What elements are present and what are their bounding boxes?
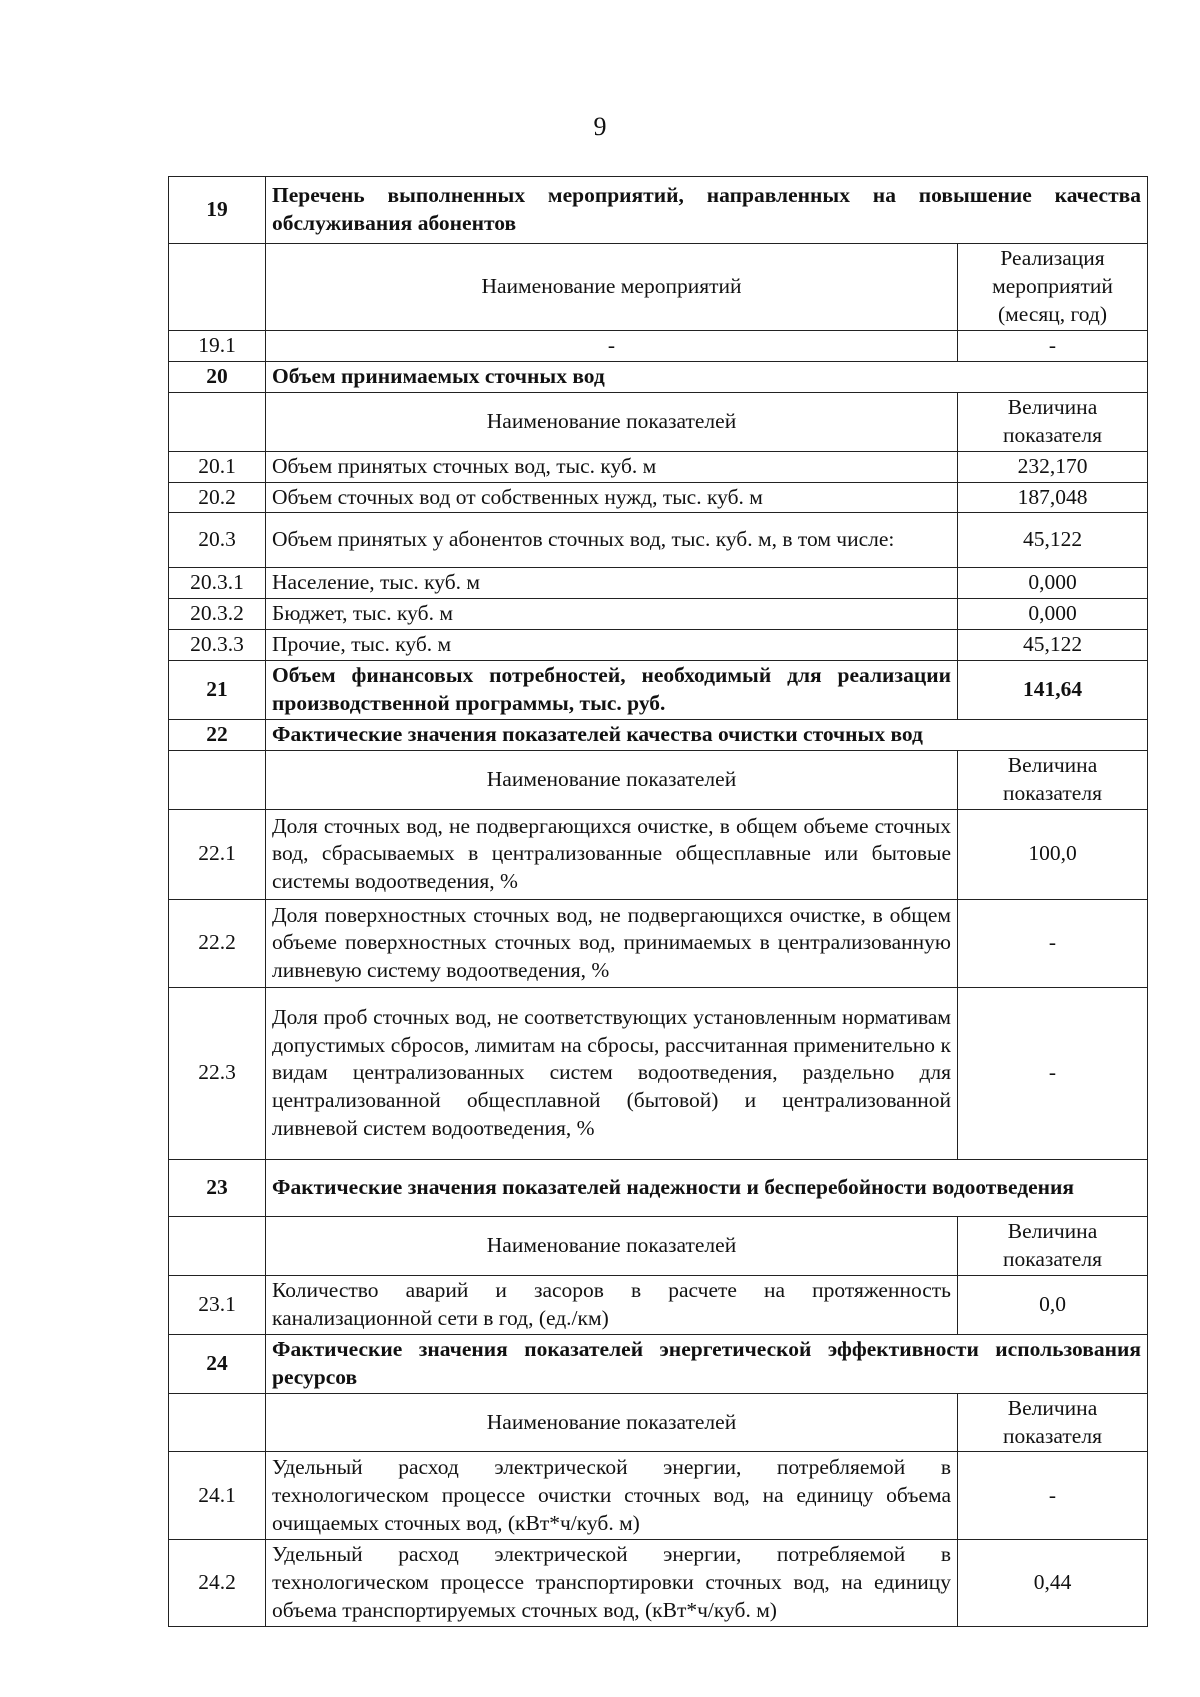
section-title: Фактические значения показателей качества очистки сточных вод: [266, 720, 1148, 751]
table-row: [169, 987, 1148, 1159]
row-number: [169, 1393, 266, 1452]
row-label: Удельный расход электрической энергии, потребляемой в технологическом процессе очистки сточных вод, на единицу объема очищаемых сточных вод, (кВт*ч/куб. м): [266, 1452, 958, 1540]
row-value: 141,64: [958, 661, 1148, 720]
table-row: [169, 330, 1148, 361]
row-value: 0,44: [958, 1540, 1148, 1627]
row-label: Объем принятых у абонентов сточных вод, тыс. куб. м, в том числе:: [266, 513, 958, 568]
row-value: 0,000: [958, 568, 1148, 599]
table-row: [169, 661, 1148, 720]
table-row: [169, 451, 1148, 482]
table-row: [169, 1452, 1148, 1540]
section-title: Перечень выполненных мероприятий, направленных на повышение качества обслуживания абонентов: [266, 177, 1148, 244]
row-number: 20.1: [169, 451, 266, 482]
row-value: 0,000: [958, 599, 1148, 630]
row-label: -: [266, 330, 958, 361]
row-label: Объем принятых сточных вод, тыс. куб. м: [266, 451, 958, 482]
column-header-row: [169, 1216, 1148, 1275]
row-label: Доля поверхностных сточных вод, не подвергающихся очистке, в общем объеме поверхностных сточных вод, принимаемых в централизованную ливневую систему водоотведения, %: [266, 899, 958, 987]
column-header-name: Наименование показателей: [266, 1216, 958, 1275]
row-value: 100,0: [958, 809, 1148, 899]
row-number: 20: [169, 361, 266, 392]
row-number: 20.3: [169, 513, 266, 568]
table-row: [169, 568, 1148, 599]
row-number: [169, 392, 266, 451]
table-row: [169, 809, 1148, 899]
section-title: Фактические значения показателей энергетической эффективности использования ресурсов: [266, 1334, 1148, 1393]
column-header-value: Величина показателя: [958, 751, 1148, 810]
column-header-name: Наименование мероприятий: [266, 244, 958, 331]
row-number: 23.1: [169, 1275, 266, 1334]
row-label: Население, тыс. куб. м: [266, 568, 958, 599]
row-value: -: [958, 899, 1148, 987]
section-row: [169, 1334, 1148, 1393]
row-number: 20.2: [169, 482, 266, 513]
row-number: 22.1: [169, 809, 266, 899]
column-header-value: Реализация мероприятий (месяц, год): [958, 244, 1148, 331]
table-row: [169, 1540, 1148, 1627]
row-label: Доля проб сточных вод, не соответствующих установленным нормативам допустимых сбросов, лимитам на сбросы, рассчитанная применительно к видам централизованных систем водоотведения, раздельно для централизованной общесплавной (бытовой) и централизованной ливневой систем водоотведения, %: [266, 987, 958, 1159]
table-row: [169, 482, 1148, 513]
column-header-row: [169, 244, 1148, 331]
row-number: 22: [169, 720, 266, 751]
table-row: [169, 630, 1148, 661]
row-value: 0,0: [958, 1275, 1148, 1334]
column-header-value: Величина показателя: [958, 1216, 1148, 1275]
column-header-row: [169, 751, 1148, 810]
column-header-value: Величина показателя: [958, 1393, 1148, 1452]
row-number: 22.2: [169, 899, 266, 987]
row-number: 20.3.2: [169, 599, 266, 630]
column-header-name: Наименование показателей: [266, 751, 958, 810]
section-row: [169, 720, 1148, 751]
section-row: [169, 1159, 1148, 1216]
row-number: 19: [169, 177, 266, 244]
table-body: [169, 177, 1148, 1627]
program-indicators-table: [168, 176, 1148, 1627]
row-label: Прочие, тыс. куб. м: [266, 630, 958, 661]
row-label: Бюджет, тыс. куб. м: [266, 599, 958, 630]
section-row: [169, 361, 1148, 392]
row-number: 20.3.1: [169, 568, 266, 599]
section-row: [169, 177, 1148, 244]
row-label: Доля сточных вод, не подвергающихся очистке, в общем объеме сточных вод, сбрасываемых в централизованные общесплавные или бытовые системы водоотведения, %: [266, 809, 958, 899]
row-number: 20.3.3: [169, 630, 266, 661]
row-number: 24: [169, 1334, 266, 1393]
row-value: -: [958, 987, 1148, 1159]
column-header-name: Наименование показателей: [266, 392, 958, 451]
column-header-name: Наименование показателей: [266, 1393, 958, 1452]
row-number: [169, 1216, 266, 1275]
page-number: 9: [593, 112, 607, 141]
column-header-row: [169, 1393, 1148, 1452]
row-value: 45,122: [958, 513, 1148, 568]
row-number: 23: [169, 1159, 266, 1216]
table-row: [169, 513, 1148, 568]
table-row: [169, 1275, 1148, 1334]
column-header-row: [169, 392, 1148, 451]
row-value: -: [958, 1452, 1148, 1540]
row-label: Объем сточных вод от собственных нужд, тыс. куб. м: [266, 482, 958, 513]
column-header-value: Величина показателя: [958, 392, 1148, 451]
row-number: 24.2: [169, 1540, 266, 1627]
row-label: Количество аварий и засоров в расчете на протяженность канализационной сети в год, (ед./км): [266, 1275, 958, 1334]
row-number: 24.1: [169, 1452, 266, 1540]
section-title: Фактические значения показателей надежности и бесперебойности водоотведения: [266, 1159, 1148, 1216]
row-number: 22.3: [169, 987, 266, 1159]
row-value: 45,122: [958, 630, 1148, 661]
section-title: Объем принимаемых сточных вод: [266, 361, 1148, 392]
row-number: 21: [169, 661, 266, 720]
table-row: [169, 899, 1148, 987]
row-label: Объем финансовых потребностей, необходимый для реализации производственной программы, тыс. руб.: [266, 661, 958, 720]
row-number: [169, 751, 266, 810]
row-label: Удельный расход электрической энергии, потребляемой в технологическом процессе транспортировки сточных вод, на единицу объема транспортируемых сточных вод, (кВт*ч/куб. м): [266, 1540, 958, 1627]
table-row: [169, 599, 1148, 630]
row-value: -: [958, 330, 1148, 361]
row-value: 187,048: [958, 482, 1148, 513]
row-number: [169, 244, 266, 331]
row-number: 19.1: [169, 330, 266, 361]
row-value: 232,170: [958, 451, 1148, 482]
